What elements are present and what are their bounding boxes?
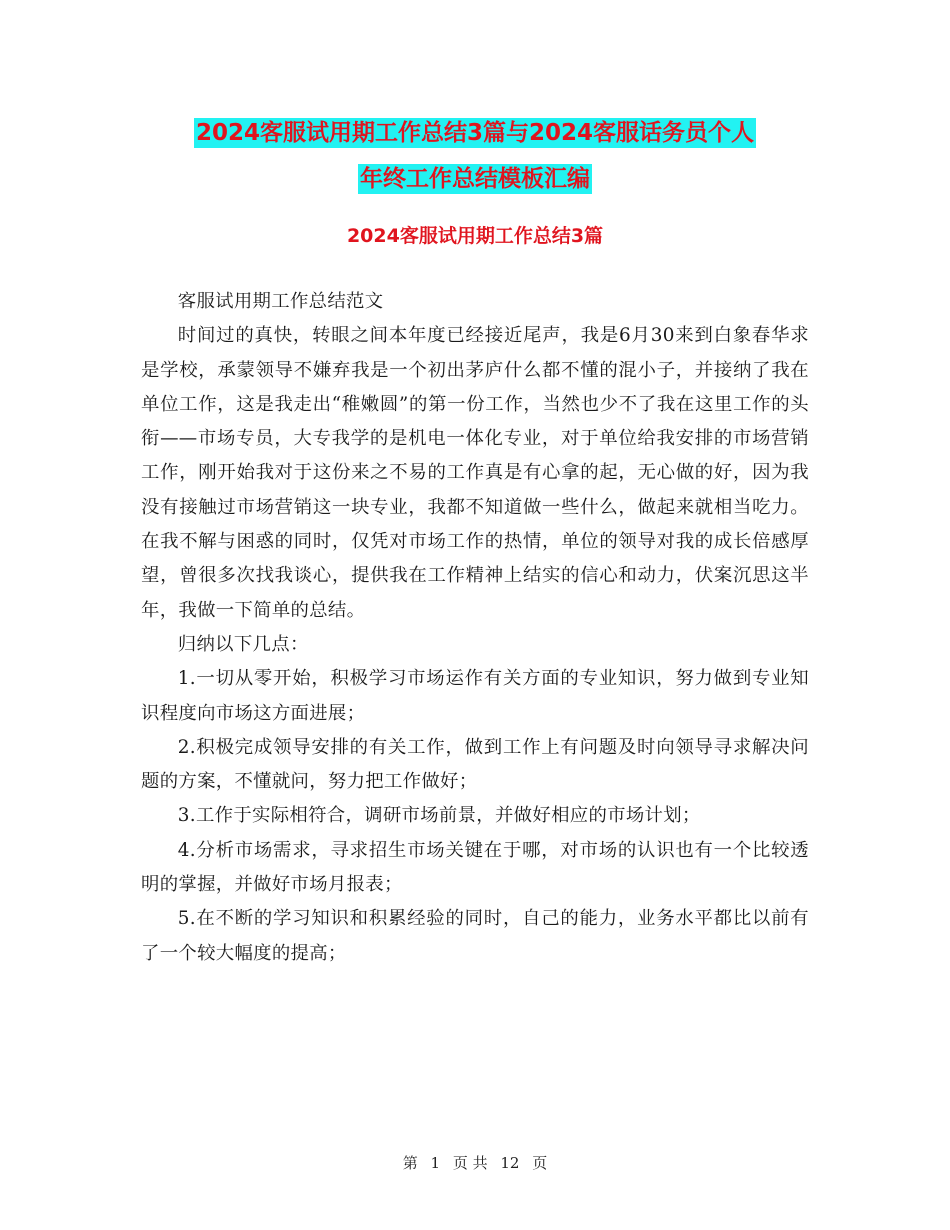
footer-middle: 页 共: [452, 1154, 488, 1172]
body-text: [141, 285, 809, 971]
page-footer: [0, 1152, 950, 1173]
paragraph: 时间过的真快，转眼之间本年度已经接近尾声，我是6月30来到白象春华求是学校，承蒙领导不嫌弃我是一个初出茅庐什么都不懂的混小子，并接纳了我在单位工作，这是我走出“稚嫩圆”的第一份工作，当然也少不了我在这里工作的头衔——市场专员，大专我学的是机电一体化专业，对于单位给我安排的市场营销工作，刚开始我对于这份来之不易的工作真是有心拿的起，无心做的好，因为我没有接触过市场营销这一块专业，我都不知道做一些什么，做起来就相当吃力。在我不解与困惑的同时，仅凭对市场工作的热情，单位的领导对我的成长倍感厚望，曾很多次找我谈心，提供我在工作精神上结实的信心和动力，伏案沉思这半年，我做一下简单的总结。: [141, 325, 809, 621]
section-title: 2024客服试用期工作总结3篇: [346, 225, 604, 247]
footer-prefix: 第: [402, 1154, 418, 1172]
title-line-2: 年终工作总结模板汇编: [360, 166, 590, 192]
paragraph: 4.分析市场需求，寻求招生市场关键在于哪，对市场的认识也有一个比较透明的掌握，并做好市场月报表；: [141, 839, 809, 896]
paragraph: 3.工作于实际相符合，调研市场前景，并做好相应的市场计划；: [177, 805, 701, 827]
paragraph: 1.一切从零开始，积极学习市场运作有关方面的专业知识，努力做到专业知识程度向市场这方面进展；: [141, 668, 809, 724]
paragraph: 2.积极完成领导安排的有关工作，做到工作上有问题及时向领导寻求解决问题的方案，不懂就问，努力把工作做好；: [141, 736, 809, 793]
footer-suffix: 页: [532, 1154, 548, 1172]
title-line-1: 2024客服试用期工作总结3篇与2024客服话务员个人: [195, 120, 755, 146]
paragraph: 客服试用期工作总结范文: [177, 291, 384, 312]
footer-total-pages: 12: [500, 1154, 520, 1172]
document-title: [140, 110, 810, 202]
paragraph: 归纳以下几点：: [177, 633, 309, 655]
footer-page-number: 1: [430, 1154, 441, 1172]
paragraph: 5.在不断的学习知识和积累经验的同时，自己的能力，业务水平都比以前有了一个较大幅度的提高；: [141, 908, 809, 964]
